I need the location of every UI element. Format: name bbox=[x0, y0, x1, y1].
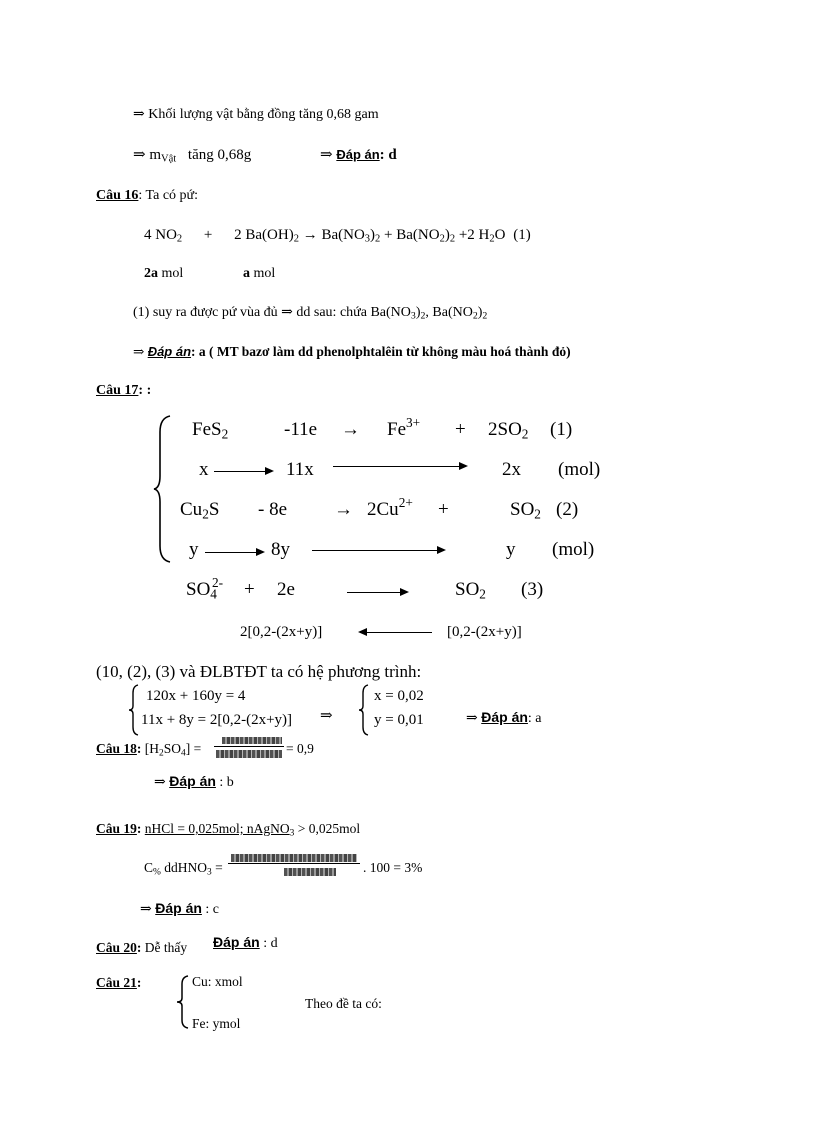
r4-y: y bbox=[189, 539, 199, 560]
reactant-2: 2 Ba(OH) bbox=[234, 227, 294, 243]
blurred-numerator bbox=[231, 854, 357, 862]
system-intro: (10, (2), (3) và ĐLBTĐT ta có hệ phương trình: bbox=[96, 662, 422, 681]
answer-label: Đáp án bbox=[155, 900, 202, 916]
cau21-fe: Fe: ymol bbox=[192, 1016, 241, 1031]
r3-electrons: - 8e bbox=[258, 499, 288, 520]
system-solution-2: y = 0,01 bbox=[374, 712, 424, 728]
reactant-1: 4 NO bbox=[144, 227, 177, 243]
r3-so2: $SO_2$ bbox=[510, 499, 541, 522]
left-brace-icon bbox=[152, 414, 174, 564]
answer-value: : b bbox=[219, 775, 234, 790]
r1-arrow: → bbox=[341, 419, 360, 440]
r2-x: x bbox=[199, 459, 209, 480]
answer-line-2 bbox=[320, 145, 397, 164]
cau16-mol-2 bbox=[243, 266, 275, 282]
note-text-1: (1) suy ra được pứ vùa đủ bbox=[133, 305, 278, 320]
question-label: Câu 18 bbox=[96, 741, 137, 756]
mass-symbol: m bbox=[149, 147, 161, 163]
question-label: Câu 20 bbox=[96, 940, 137, 955]
r4-y-product: y bbox=[506, 539, 516, 560]
cau19-line: Câu 19: nHCl = 0,025mol; nAgNO$_3$ > 0,025mol bbox=[96, 821, 361, 839]
cau18-answer bbox=[154, 773, 234, 791]
note-text-3: , Ba(NO bbox=[425, 305, 473, 320]
question-label: Câu 16 bbox=[96, 188, 139, 203]
implies-symbol: ⇒ bbox=[320, 708, 333, 724]
concentration-symbol: C bbox=[144, 860, 154, 875]
mol-coefficient-2: a bbox=[243, 266, 250, 281]
answer-label: Đáp án bbox=[213, 934, 260, 950]
system-eq-1: 120x + 160y = 4 bbox=[146, 688, 246, 704]
system-answer bbox=[466, 709, 542, 727]
product-2: + Ba(NO bbox=[384, 227, 440, 243]
r6-right: [0,2-(2x+y)] bbox=[447, 624, 522, 640]
implies-symbol: ⇒ bbox=[281, 305, 293, 320]
cau19-result: . 100 = 3% bbox=[363, 860, 423, 875]
question-intro: : Ta có pứ: bbox=[138, 188, 199, 203]
r2-arrow-1 bbox=[214, 471, 272, 472]
r5-number: (3) bbox=[521, 579, 544, 600]
r3-cu: $2Cu^{2+}$ bbox=[367, 495, 413, 520]
cau21-brace-icon bbox=[176, 975, 190, 1029]
mass-subscript: Vật bbox=[161, 153, 177, 165]
r1-electrons: -11e bbox=[284, 419, 318, 440]
cau20-answer bbox=[213, 934, 278, 952]
implies-symbol: ⇒ bbox=[320, 147, 333, 163]
r2-arrow-2 bbox=[333, 466, 466, 467]
r4-arrow-2 bbox=[312, 550, 444, 551]
cau19-text-2: > 0,025mol bbox=[297, 821, 361, 836]
r3-number: (2) bbox=[556, 499, 579, 520]
r3-plus: + bbox=[438, 499, 449, 520]
r3-cu2s: $Cu_2S$ bbox=[180, 499, 220, 522]
cau18-text: [H bbox=[144, 741, 160, 756]
question-label: Câu 17 bbox=[96, 383, 139, 398]
r1-fe: $Fe^{3+}$ bbox=[387, 415, 421, 440]
equation-number: (1) bbox=[513, 227, 531, 243]
implies-symbol: ⇒ bbox=[140, 902, 152, 917]
question-colon: : : bbox=[138, 383, 152, 398]
blurred-denominator bbox=[284, 868, 336, 876]
answer-label: Đáp án bbox=[169, 773, 216, 789]
r5-so4: $SO_4^{2-}$ bbox=[186, 575, 224, 602]
fraction-bar bbox=[214, 746, 284, 747]
r5-2e: 2e bbox=[277, 579, 295, 600]
cau17-heading bbox=[96, 383, 151, 399]
cau16-note: (1) suy ra được pứ vùa đủ ⇒ dd sau: chứa $Ba(NO_3)_2$, $Ba(NO_2)_2$ bbox=[133, 305, 488, 322]
implies-symbol: ⇒ bbox=[466, 711, 478, 726]
r4-arrow-1 bbox=[205, 552, 263, 553]
question-label: Câu 21 bbox=[96, 975, 137, 990]
cau16-equation: 4 $NO_2 + 2$ $Ba(OH)_2 \to Ba(NO_3)_2 + Ba(NO_2)_2 +2$ $H_2O$ (1) bbox=[144, 227, 531, 245]
implies-symbol: ⇒ bbox=[133, 344, 145, 359]
r5-plus: + bbox=[244, 579, 255, 600]
r1-number: (1) bbox=[550, 419, 573, 440]
mol-coefficient-1: 2a bbox=[144, 266, 158, 281]
line-2 bbox=[133, 145, 251, 165]
answer-label: Đáp án bbox=[147, 344, 192, 359]
cau16-heading bbox=[96, 188, 198, 204]
system-solution-1: x = 0,02 bbox=[374, 688, 424, 704]
cau16-mol-1 bbox=[144, 266, 183, 282]
r3-arrow: → bbox=[334, 499, 353, 520]
cau18-result: = 0,9 bbox=[286, 741, 314, 756]
plus-sign: + bbox=[203, 227, 213, 243]
equals-sign: = bbox=[215, 860, 223, 875]
answer-value: : c bbox=[205, 902, 220, 917]
answer-value: : d bbox=[379, 147, 397, 163]
r4-8y: 8y bbox=[271, 539, 290, 560]
line-1 bbox=[133, 106, 379, 123]
concentration-subscript: % bbox=[153, 867, 161, 878]
implies-symbol: ⇒ bbox=[133, 107, 145, 122]
r6-left: 2[0,2-(2x+y)] bbox=[240, 624, 323, 640]
answer-value: : a bbox=[527, 711, 542, 726]
answer-value: : d bbox=[263, 936, 278, 951]
r1-fes2: FeS$_2$ bbox=[192, 419, 229, 442]
cau18-text-2: ] = bbox=[185, 741, 202, 756]
product-1: Ba(NO bbox=[321, 227, 365, 243]
r2-11x: 11x bbox=[286, 459, 314, 480]
answer-label: Đáp án bbox=[336, 147, 380, 162]
cau19-answer bbox=[140, 900, 219, 918]
r6-arrow bbox=[360, 632, 432, 633]
cau21-text: Theo đề ta có: bbox=[305, 996, 382, 1011]
cau21-cu: Cu: xmol bbox=[192, 974, 243, 989]
reaction-arrow: → bbox=[302, 227, 318, 243]
fraction-bar bbox=[228, 863, 360, 864]
r1-plus: + bbox=[455, 419, 466, 440]
cau18-line: Câu 18: $[H_2SO_4]$ = bbox=[96, 741, 202, 759]
implies-symbol: ⇒ bbox=[133, 147, 146, 163]
cau20-line: Câu 20: Dễ thấy bbox=[96, 940, 188, 955]
system-brace-left-icon bbox=[128, 684, 140, 736]
question-label: Câu 19 bbox=[96, 821, 137, 836]
system-brace-right-icon bbox=[358, 684, 370, 736]
product-3-o: O bbox=[494, 227, 506, 243]
cau21-heading: Câu 21: bbox=[96, 975, 142, 990]
r1-so2: $2SO_2$ bbox=[488, 419, 529, 442]
r5-so2: $SO_2$ bbox=[455, 579, 486, 602]
answer-label: Đáp án bbox=[481, 709, 528, 725]
implies-symbol: ⇒ bbox=[154, 775, 166, 790]
r4-mol: (mol) bbox=[552, 539, 595, 560]
r2-2x: 2x bbox=[502, 459, 521, 480]
r2-mol: (mol) bbox=[558, 459, 601, 480]
cau19-formula: $C_{\%}$ ddHNO$_3$ = bbox=[144, 860, 223, 878]
blurred-denominator bbox=[216, 750, 282, 758]
product-3: +2 H bbox=[458, 227, 490, 243]
mol-unit-1: mol bbox=[161, 266, 184, 281]
note-text-2: dd sau: chứa Ba(NO bbox=[296, 305, 411, 320]
blurred-numerator bbox=[222, 737, 282, 744]
r5-arrow bbox=[347, 592, 407, 593]
cau16-answer bbox=[133, 344, 571, 360]
mol-unit-2: mol bbox=[253, 266, 276, 281]
concentration-text: ddHNO bbox=[164, 860, 208, 875]
system-eq-2: 11x + 8y = 2[0,2-(2x+y)] bbox=[141, 712, 293, 728]
line-1-text: Khối lượng vật bằng đồng tăng 0,68 gam bbox=[148, 107, 379, 122]
cau20-text: Dễ thấy bbox=[144, 940, 188, 955]
mass-text: tăng 0,68g bbox=[187, 147, 252, 163]
answer-text: : a ( MT bazơ làm dd phenolphtalêin từ không màu hoá thành đỏ) bbox=[191, 344, 571, 359]
cau19-text: nHCl = 0,025mol; nAgNO bbox=[144, 821, 290, 836]
